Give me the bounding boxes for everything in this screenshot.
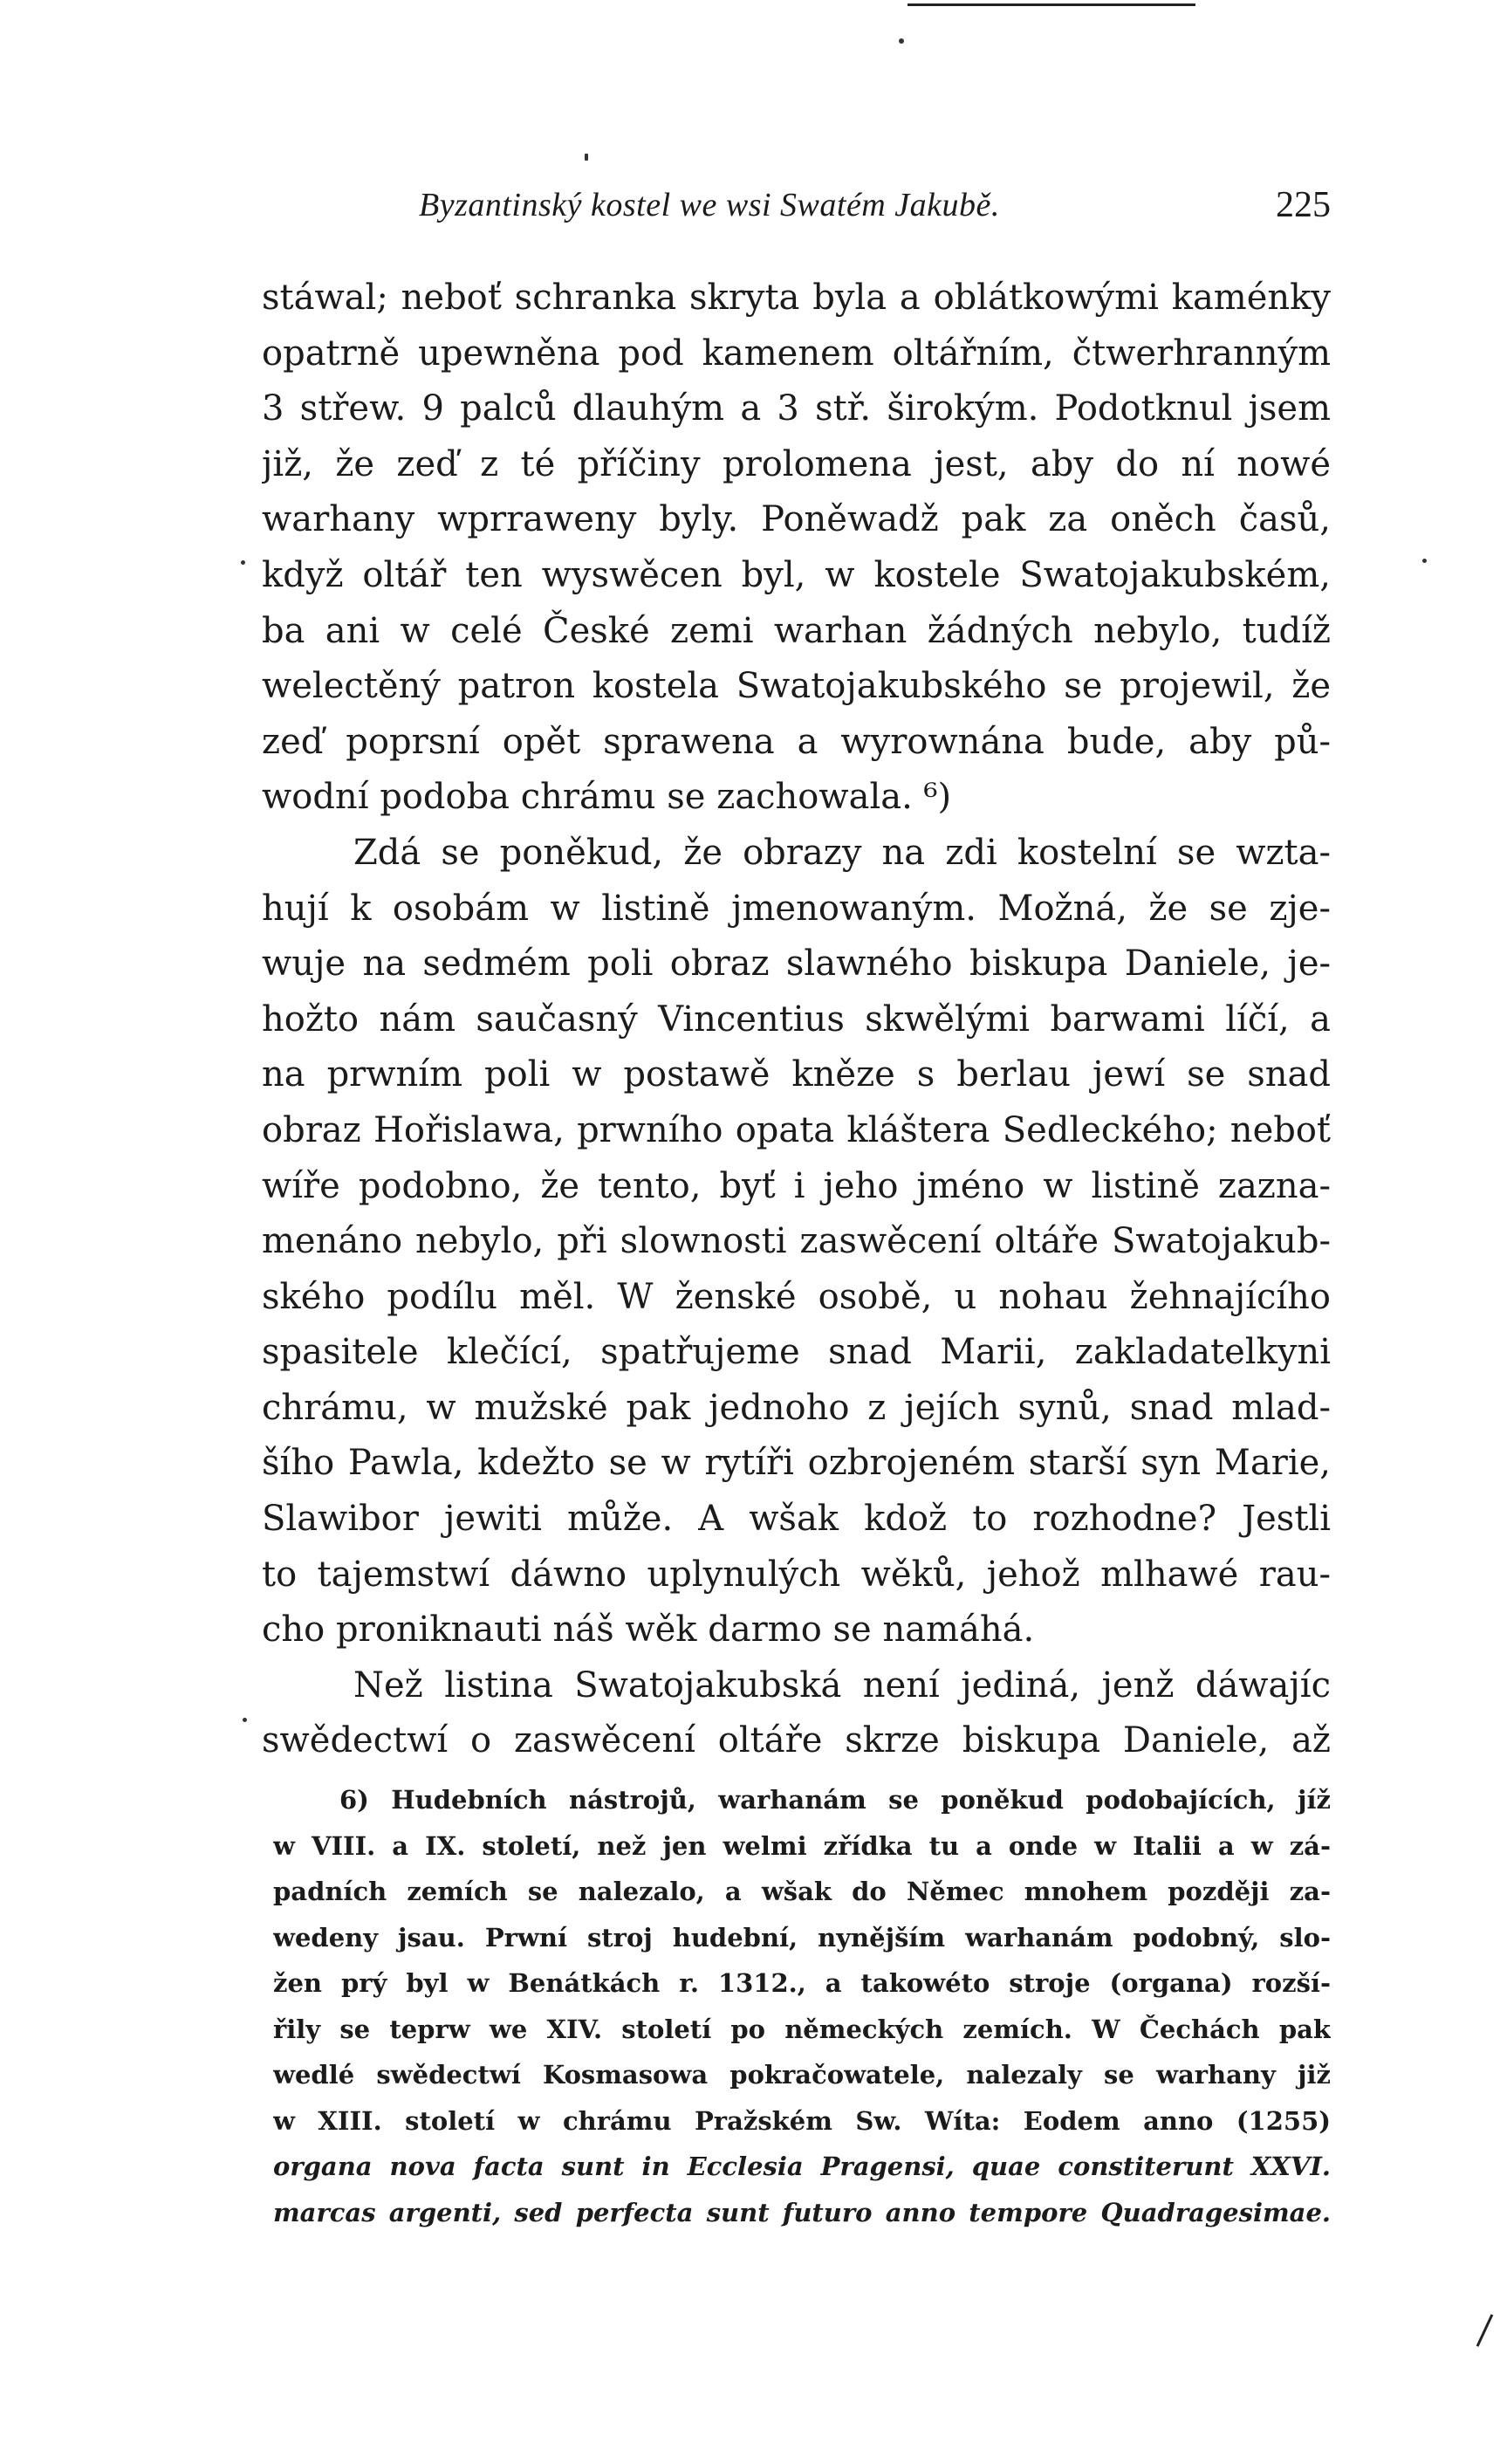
body-line: obraz Hořislawa, prwního opata kláštera Sedleckého; neboť	[262, 1109, 1331, 1150]
body-line: wodní podoba chrámu se zachowala. ⁶)	[262, 777, 952, 818]
body-line: když oltář ten wyswěcen byl, w kostele Swatojakubském,	[262, 554, 1331, 595]
body-line: ba ani w celé České zemi warhan žádných nebylo, tudíž	[262, 610, 1331, 651]
bottom-right-artifact	[1476, 2314, 1494, 2347]
page-number: 225	[1276, 185, 1331, 225]
body-line: již, že zeď z té příčiny prolomena jest, aby do ní nowé	[262, 443, 1331, 484]
footnote-line: řily se teprw we XIV. století po německých zemích. W Čechách pak	[273, 2014, 1331, 2044]
body-line: 3 střew. 9 palců dlauhým a 3 stř. širokým. Podotknul jsem	[262, 388, 1331, 429]
body-line: menáno nebylo, při slownosti zaswěcení oltáře Swatojakub-	[262, 1221, 1331, 1262]
body-line: cho proniknauti náš wěk darmo se namáhá.	[262, 1609, 1035, 1651]
body-line: spasitele klečící, spatřujeme snad Marii, zakladatelkyni	[262, 1332, 1331, 1373]
body-line: to tajemstwí dáwno uplynulých wěků, jehož mlhawé rau-	[262, 1554, 1331, 1595]
body-line: wuje na sedmém poli obraz slawného biskupa Daniele, je-	[262, 944, 1331, 985]
footnote-line: wedlé swědectwí Kosmasowa pokračowatele, nalezaly se warhany již	[273, 2060, 1331, 2090]
body-line: stáwal; neboť schranka skryta byla a oblátkowými kaménky	[262, 278, 1331, 318]
footnote-line-latin: marcas argenti, sed perfecta sunt futuro anno tempore Quadragesimae.	[273, 2197, 1331, 2227]
body-line: zeď poprsní opět sprawena a wyrownána bude, aby pů-	[262, 721, 1331, 762]
body-line-paragraph-start: Zdá se poněkud, že obrazy na zdi kostelní se wzta-	[353, 832, 1331, 873]
body-text	[262, 271, 1331, 1769]
body-line: šího Pawla, kdežto se w rytíři ozbrojeném starší syn Marie,	[262, 1443, 1331, 1484]
footnote-line: w XIII. století w chrámu Pražském Sw. Wíta: Eodem anno (1255)	[273, 2105, 1331, 2136]
body-line: chrámu, w mužské pak jednoho z jejích synů, snad mlad-	[262, 1387, 1331, 1428]
running-title: Byzantinský kostel we wsi Swatém Jakubě.	[419, 187, 1000, 223]
body-line: Slawibor jewiti může. A wšak kdož to rozhodne? Jestli	[262, 1499, 1331, 1540]
body-line: opatrně upewněna pod kamenem oltářním, čtwerhranným	[262, 333, 1331, 374]
body-line-paragraph-start: Než listina Swatojakubská není jediná, jenž dáwajíc	[353, 1664, 1331, 1706]
body-line: hují k osobám w listině jmenowaným. Možná, že se zje-	[262, 888, 1331, 929]
footnote-line: w VIII. a IX. století, než jen welmi zřídka tu a onde w Italii a w zá-	[273, 1830, 1331, 1861]
body-line: wíře podobno, že tento, byť i jeho jméno w listině zazna-	[262, 1165, 1331, 1206]
top-edge-artifact	[908, 3, 1195, 6]
footnote-line: 6) Hudebních nástrojů, warhanám se poněkud podobajících, jíž	[339, 1785, 1331, 1815]
body-line: hožto nám saučasný Vincentius skwělými barwami líčí, a	[262, 999, 1331, 1040]
speck-margin-left-1	[241, 560, 245, 565]
footnote-line: padních zemích se nalezalo, a wšak do Němec mnohem později za-	[273, 1877, 1331, 1906]
speck-top	[899, 38, 904, 44]
footnote-line: wedeny jsau. Prwní stroj hudební, nynějším warhanám podobný, slo-	[273, 1922, 1331, 1953]
speck-margin-left-2	[243, 1718, 247, 1722]
speck-margin-right-1	[1422, 559, 1427, 563]
footnote-line-latin: organa nova facta sunt in Ecclesia Pragensi, quae constiterunt XXVI.	[273, 2152, 1331, 2181]
page-header	[262, 183, 1331, 236]
speck-top-2	[585, 154, 588, 161]
body-line: ského podílu měl. W ženské osobě, u nohau žehnajícího	[262, 1276, 1331, 1317]
footnotes	[273, 1777, 1331, 2235]
body-line: na prwním poli w postawě kněze s berlau jewí se snad	[262, 1054, 1331, 1095]
body-line: welectěný patron kostela Swatojakubského se projewil, že	[262, 666, 1331, 707]
footnote-line: žen prý byl w Benátkách r. 1312., a takowéto stroje (organa) rozší-	[273, 1968, 1331, 1998]
body-line: warhany wprraweny byly. Poněwadž pak za oněch časů,	[262, 499, 1331, 540]
body-line: swědectwí o zaswěcení oltáře skrze biskupa Daniele, až	[262, 1720, 1331, 1761]
